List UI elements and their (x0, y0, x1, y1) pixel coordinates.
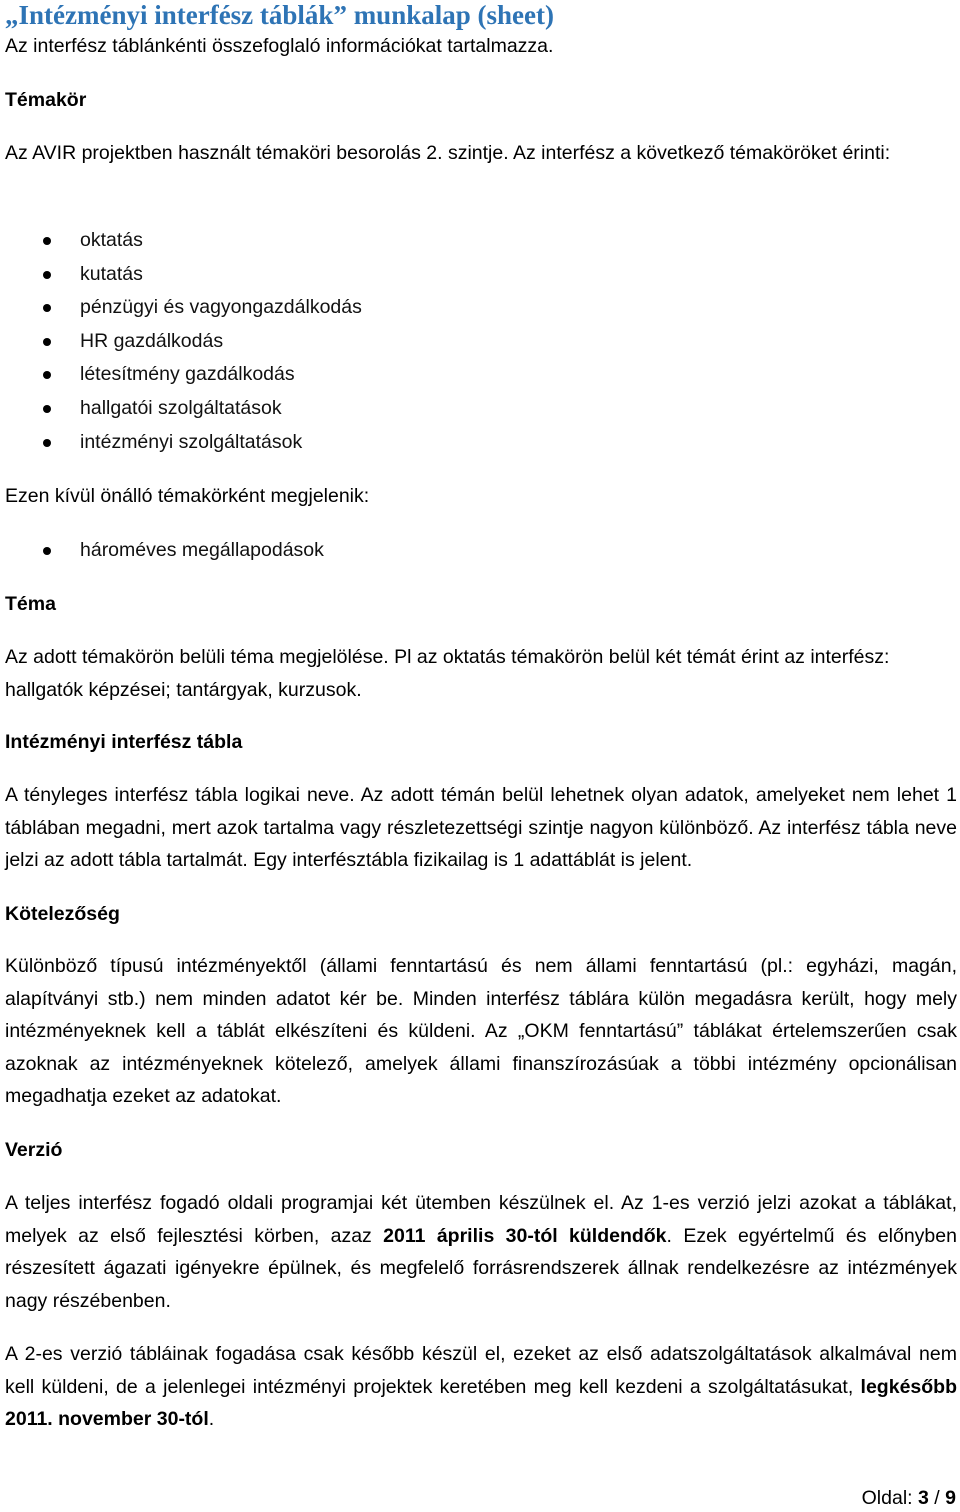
list-item: oktatás (0, 224, 362, 258)
bullet-icon (43, 547, 51, 555)
page-footer (862, 1486, 956, 1510)
list-item: intézményi szolgáltatások (0, 426, 362, 460)
tema-text: Az adott témakörön belüli téma megjelölése. Pl az oktatás témakörön belül két témát érint az interfész: hallgatók képzései; tantárgyak, kurzusok. (5, 646, 890, 701)
page-total: 9 (945, 1487, 956, 1509)
heading-temakor: Témakör (5, 89, 87, 111)
page-label: Oldal: (861, 1487, 913, 1509)
page-current: 3 (918, 1487, 929, 1509)
bullet-icon (43, 304, 51, 312)
deadline-first: 2011 április 30-tól küldendők (383, 1224, 667, 1247)
bullet-icon (43, 439, 51, 447)
list-item: HR gazdálkodás (0, 325, 362, 359)
page-separator: / (934, 1487, 940, 1509)
heading-verzio: Verzió (5, 1139, 63, 1161)
kotelezoseg-text: Különböző típusú intézményektől (állami fenntartású és nem állami fenntartású (pl.: egyházi, magán, alapítványi stb.) nem minden adatot kér be. Minden interfész táblára külön megadásra került, hogy mely intézményeknek kell a táblát elkészíteni és küldeni. Az „OKM fenntartású” táblákat értelemszerűen csak azoknak az intézményeknek kötelező, amelyek állami finanszírozásúak a többi intézmény opcionálisan megadhatja ezeket az adatokat. (5, 955, 957, 1107)
bullet-icon (43, 338, 51, 346)
list-item: hallgatói szolgáltatások (0, 392, 362, 426)
list-item: kutatás (0, 258, 362, 292)
tabla-text: A tényleges interfész tábla logikai neve. Az adott témán belül lehetnek olyan adatok, amelyeket nem lehet 1 táblában megadni, mert azok tartalma vagy részletezettségi szintje nagyon különböző. Az interfész tábla neve jelzi az adott tábla tartalmát. Egy interfésztábla fizikailag is 1 adattáblát is jelent. (5, 784, 957, 871)
temakor-list (0, 224, 362, 459)
heading-tabla: Intézményi interfész tábla (5, 731, 243, 753)
temakor-text: Az AVIR projektben használt témaköri besorolás 2. szintje. Az interfész a következő témaköröket érinti: (5, 142, 891, 164)
deadline-second: legkésőbb 2011. november 30-tól (5, 1375, 957, 1430)
page-title: „Intézményi interfész táblák” munkalap (sheet) (5, 0, 554, 30)
verzio-paragraph-2: A 2-es verzió tábláinak fogadása csak később készül el, ezeket az első adatszolgáltatások alkalmával nem kell küldeni, de a jelenlegei intézményi projektek keretében meg kell kezdeni a szolgáltatásukat, legkésőbb 2011. november 30-tól. (5, 1343, 957, 1430)
temakor-extra-text: Ezen kívül önálló témakörként megjelenik: (5, 485, 370, 507)
heading-tema: Téma (5, 593, 56, 615)
heading-kotelezoseg: Kötelezőség (5, 903, 120, 925)
list-item: pénzügyi és vagyongazdálkodás (0, 291, 362, 325)
bullet-icon (43, 405, 51, 413)
bullet-icon (43, 371, 51, 379)
temakor-extra-list (0, 534, 324, 568)
list-item: hároméves megállapodások (0, 534, 324, 568)
intro-text: Az interfész táblánkénti összefoglaló információkat tartalmazza. (5, 35, 554, 57)
verzio-paragraph-1: A teljes interfész fogadó oldali programjai két ütemben készülnek el. Az 1-es verzió jelzi azokat a táblákat, melyek az első fejlesztési körben, azaz 2011 április 30-tól küldendők. Ezek egyértelmű és előnyben részesített ágazati igényekre épülnek, és megfelelő forrásrendszerek állnak rendelkezésre az intézmények nagy részébenben. (5, 1192, 957, 1312)
bullet-icon (43, 271, 51, 279)
list-item: létesítmény gazdálkodás (0, 358, 362, 392)
bullet-icon (43, 237, 51, 245)
